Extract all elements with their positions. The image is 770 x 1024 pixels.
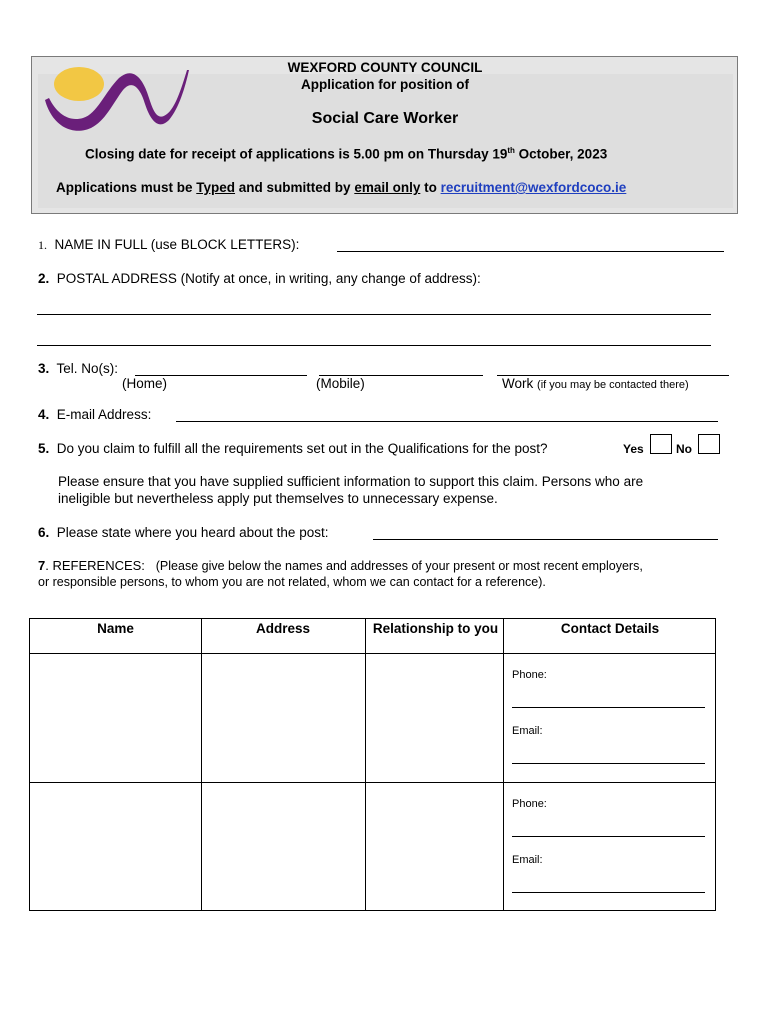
submission-instructions: Applications must be Typed and submitted by email only to recruitment@wexfordcoco.ie [56,180,627,195]
q4-email-field[interactable] [176,421,718,422]
ref1-email-label: Email: [512,725,543,737]
ref1-phone-label: Phone: [512,669,547,681]
q3-work-label: Work (if you may be contacted there) [502,376,689,391]
column-header-contact-details: Contact Details [560,621,660,636]
application-for-label: Application for position of [301,77,469,92]
q7-desc-line-2: or responsible persons, to whom you are not related, whom we can contact for a reference). [38,575,546,589]
table-divider [503,619,504,910]
references-table [29,618,716,911]
q1-name-field[interactable] [337,251,724,252]
q5-note-line-2: ineligible but nevertheless apply put themselves to unnecessary expense. [58,491,498,506]
q6-label: 6. Please state where you heard about the post: [38,525,329,540]
q4-label: 4. E-mail Address: [38,407,152,422]
column-header-name: Name [97,621,134,636]
ref2-relationship-cell[interactable] [366,783,503,911]
q5-yes-checkbox[interactable] [650,434,672,454]
q5-note-line-1: Please ensure that you have supplied sufficient information to support this claim. Persons who are [58,474,644,489]
org-name: WEXFORD COUNTY COUNCIL [287,60,483,75]
q2-address-line-2[interactable] [37,345,711,346]
column-header-relationship: Relationship to you [372,621,499,636]
ref2-phone-label: Phone: [512,798,547,810]
position-title: Social Care Worker [311,110,459,127]
ref1-address-cell[interactable] [202,654,365,782]
q3-home-label: (Home) [122,376,168,391]
q2-label: 2. POSTAL ADDRESS (Notify at once, in writing, any change of address): [38,271,481,286]
ref1-email-field[interactable] [512,763,705,764]
q7-label: 7. REFERENCES: (Please give below the names and addresses of your present or most recent employers, [38,558,643,573]
ref2-address-cell[interactable] [202,783,365,911]
q2-address-line-1[interactable] [37,314,711,315]
q3-label: 3. Tel. No(s): [38,361,119,376]
ref1-phone-field[interactable] [512,707,705,708]
column-header-address: Address [255,621,311,636]
q5-yes-label: Yes [623,442,644,456]
closing-date: Closing date for receipt of applications is 5.00 pm on Thursday 19th October, 2023 [85,146,608,162]
ref2-email-field[interactable] [512,892,705,893]
q5-label: 5. Do you claim to fulfill all the requirements set out in the Qualifications for the post? [38,441,548,456]
ref2-phone-field[interactable] [512,836,705,837]
ref2-name-cell[interactable] [30,783,201,911]
ref1-name-cell[interactable] [30,654,201,782]
q5-no-label: No [676,442,692,456]
q3-mobile-label: (Mobile) [316,376,365,391]
q1-label: 1. NAME IN FULL (use BLOCK LETTERS): [38,237,300,252]
recruitment-email-link[interactable]: recruitment@wexfordcoco.ie [440,180,627,195]
ref1-relationship-cell[interactable] [366,654,503,782]
q5-no-checkbox[interactable] [698,434,720,454]
ref2-email-label: Email: [512,854,543,866]
q6-source-field[interactable] [373,539,718,540]
